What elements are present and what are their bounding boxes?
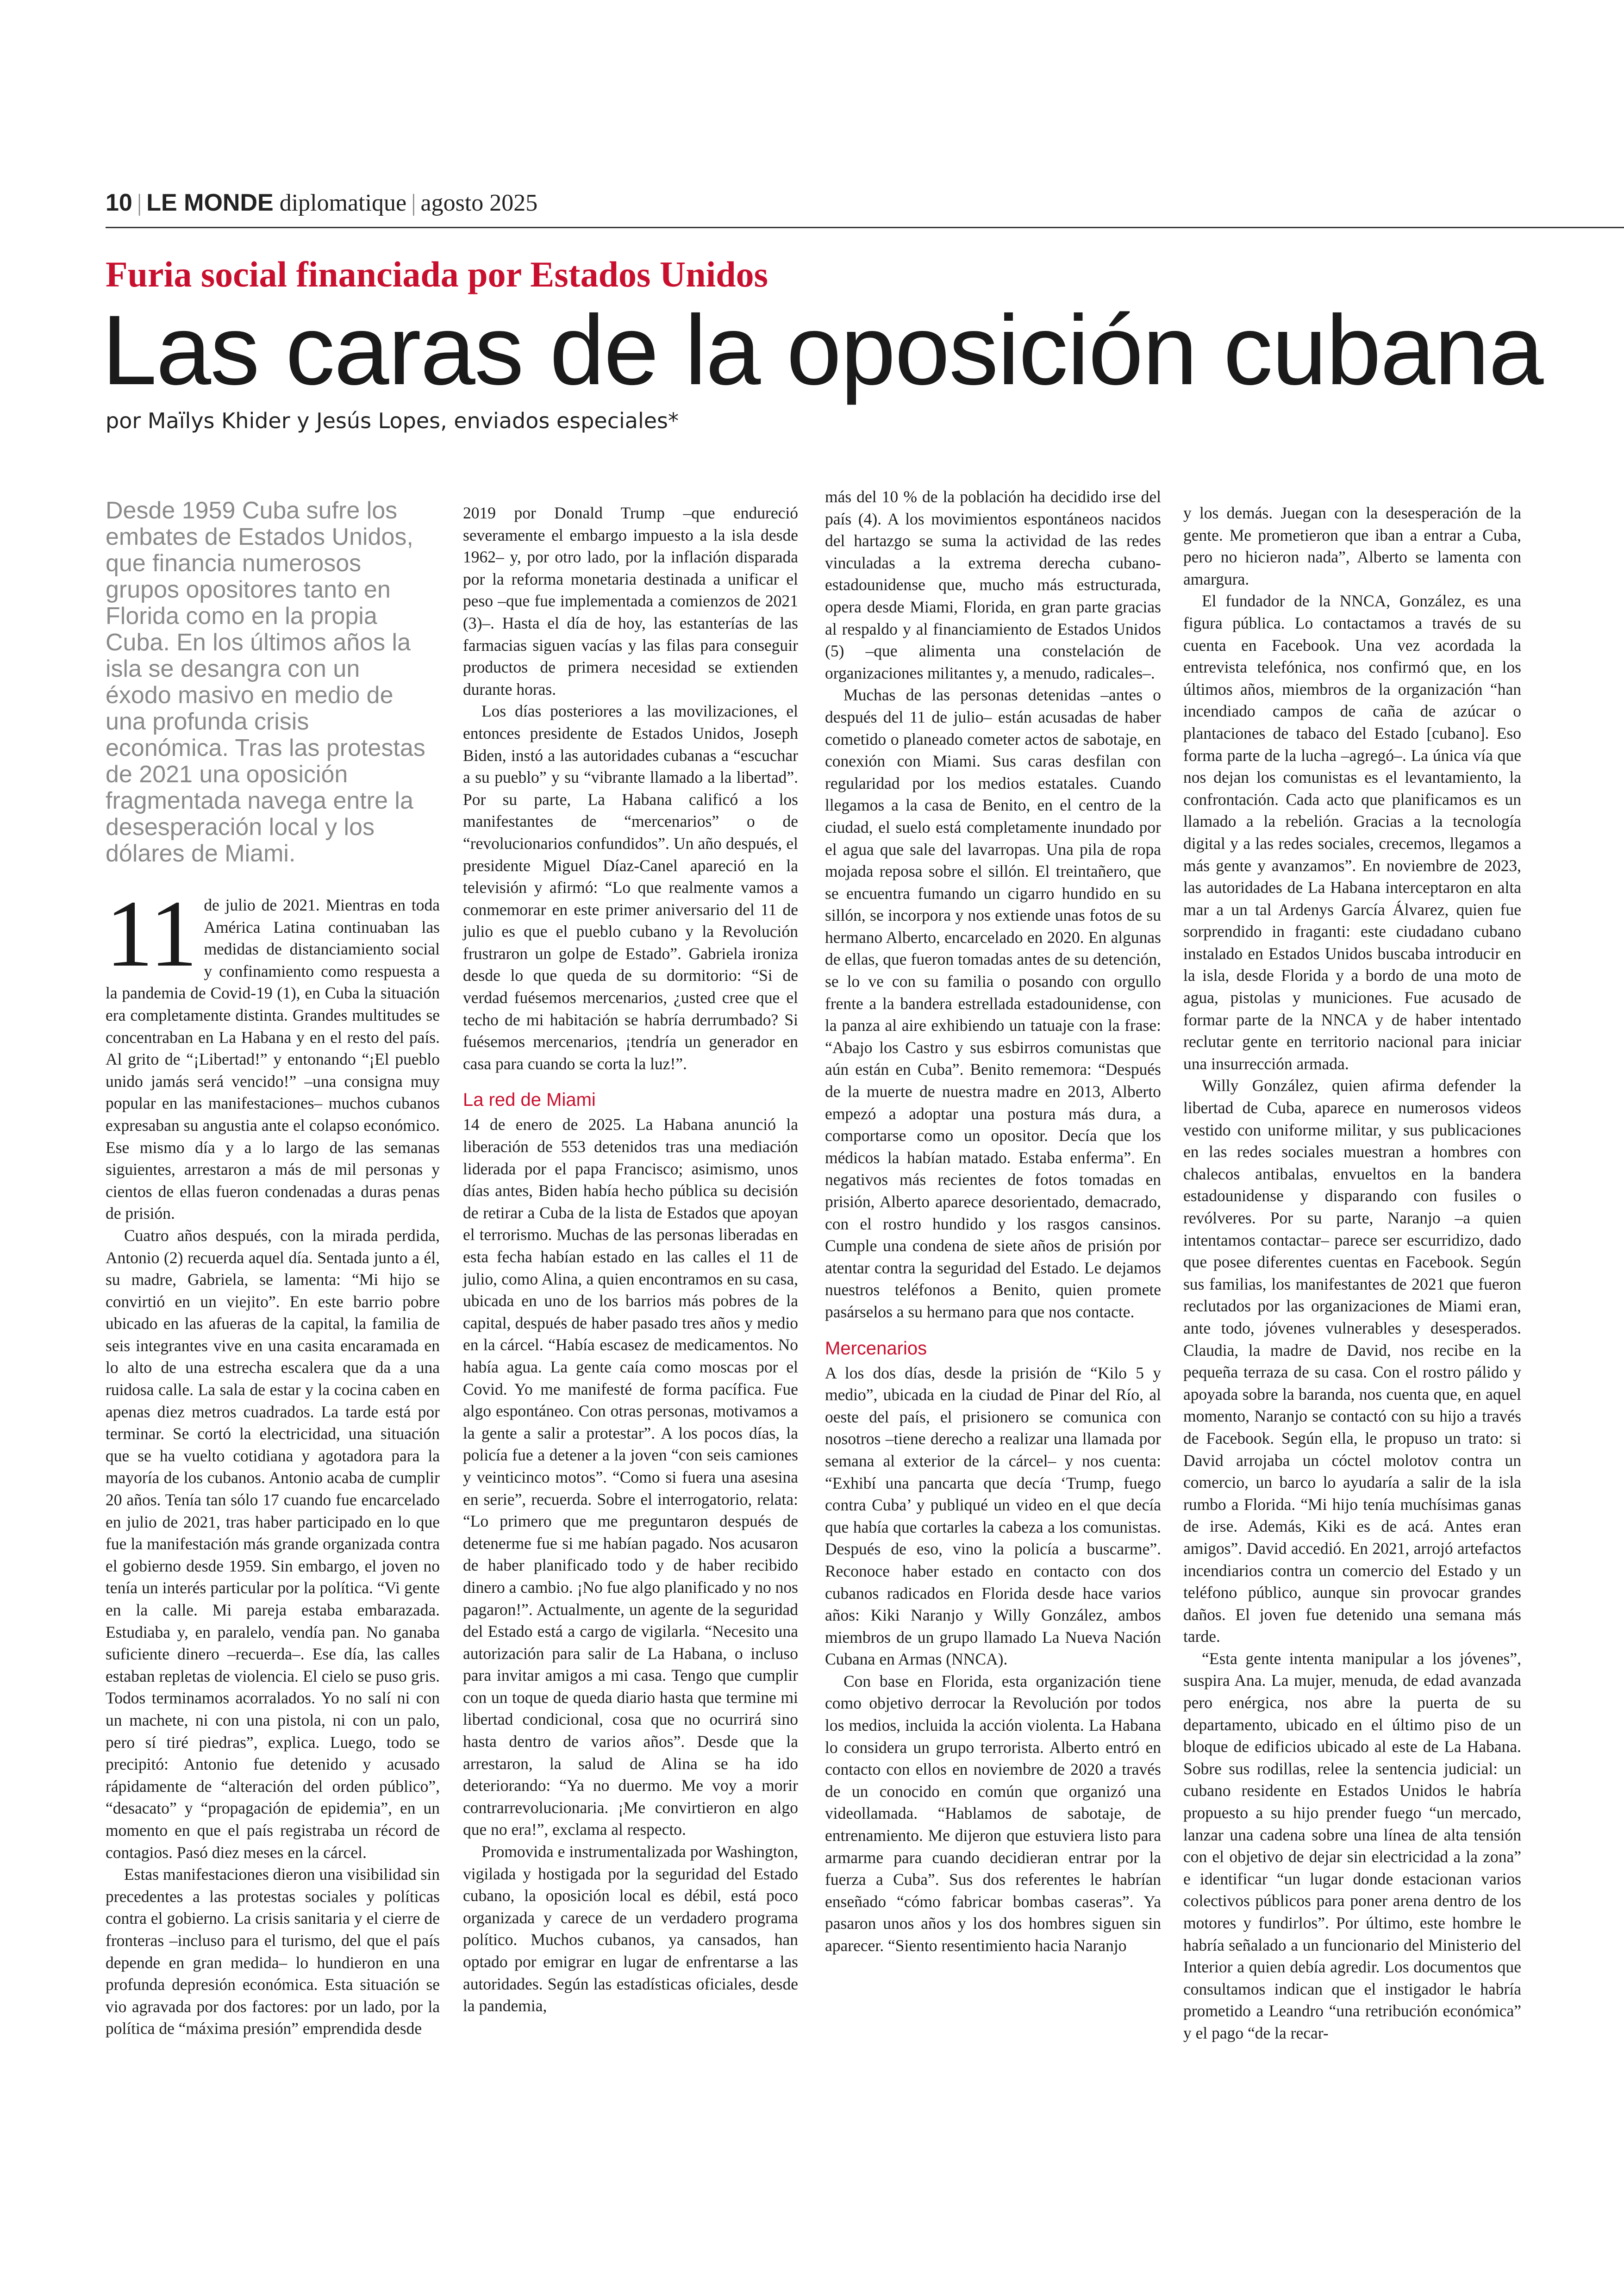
body-paragraph: Muchas de las personas detenidas –antes o después del 11 de julio– están acusadas de haber cometido o planeado cometer actos de sabotaje, en conexión con Miami. Sus caras desfilan con regularidad por los medios estatales. Cuando llegamos a la casa de Benito, en el centro de la ciudad, el suelo está completamente inundado por el agua que sale del lavarropas. Una pila de ropa mojada reposa sobre el sillón. El treintañero, que se encuentra fumando un cigarro hundido en su sillón, se incorpora y nos extiende unas fotos de su hermano Alberto, encarcelado en 2020. En algunas de ellas, que fueron tomadas antes de su detención, se lo ve con su familia o posando con orgullo frente a la bandera estrellada estadounidense, con la panza al aire exhibiendo un tatuaje con la frase: “Abajo los Castro y sus esbirros comunistas que aún están en Cuba”. Benito rememora: “Después de la muerte de nuestra madre en 2013, Alberto empezó a adoptar una postura más dura, a comportarse como un opositor. Decía que los médicos la habían matado. Estaba enferma”. En negativos más recientes de fotos tomadas en prisión, Alberto aparece desorientado, demacrado, con el rostro hundido y los rasgos cansinos. Cumple una condena de siete años de prisión por atentar contra la seguridad del Estado. Le dejamos nuestros teléfonos a Benito, quien promete pasárselos a su hermano para que nos contacte.	[825, 686, 1161, 1321]
folio-separator: |	[137, 190, 142, 216]
body-paragraph: más del 10 % de la población ha decidido irse del país (4). A los movimientos espontáneos nacidos del hartazgo se suma la actividad de las redes vinculadas a la extrema derecha cubano-estadounidense que, mucho más estructurada, opera desde Miami, Florida, en gran parte gracias al respaldo y al financiamiento de Estados Unidos (5) –que alimenta una constelación de organizaciones militantes y, a menudo, radicales–.	[825, 487, 1161, 682]
folio-separator: |	[411, 190, 416, 216]
publication-section: diplomatique	[279, 190, 407, 216]
standfirst: Desde 1959 Cuba sufre los embates de Estados Unidos, que financia numerosos grupos opositores tanto en Florida como en la propia Cuba. En los últimos años la isla se desangra con un éxodo masivo en medio de una profunda crisis económica. Tras las protestas de 2021 una oposición fragmentada navega entre la desesperación local y los dólares de Miami.	[106, 497, 425, 867]
body-paragraph: y los demás. Juegan con la desesperación de la gente. Me prometieron que iban a entrar a Cuba, pero no hicieron nada”, Alberto se lamenta con amargura.	[1183, 504, 1521, 588]
body-paragraph: Los días posteriores a las movilizaciones, el entonces presidente de Estados Unidos, Joseph Biden, instó a las autoridades cubanas a “escuchar a su pueblo” y su “vibrante llamado a la libertad”. Por su parte, La Habana calificó a los manifestantes de “mercenarios” o de “revolucionarios confundidos”. Un año después, el presidente Miguel Díaz-Canel apareció en la televisión y afirmó: “Lo que realmente vamos a conmemorar en este primer aniversario del 11 de julio es que el pueblo cubano y la Revolución frustraron un golpe de Estado”. Gabriela ironiza desde lo que queda de su dormitorio: “Si de verdad fuésemos mercenarios, ¿usted cree que el techo de mi habitación se habría derrumbado? Si fuésemos mercenarios, ¡tendría un generador en casa para cuando se corta la luz!”.	[463, 702, 798, 1073]
headline: Las caras de la oposición cubana	[102, 295, 1543, 405]
article-column-2	[463, 502, 798, 2017]
body-paragraph: 2019 por Donald Trump –que endureció severamente el embargo impuesto a la isla desde 1962– y, por otro lado, por la inflación disparada por la reforma monetaria destinada a unificar el peso –que fue implementada a comienzos de 2021 (3)–. Hasta el día de hoy, las estanterías de las farmacias siguen vacías y las filas para conseguir productos de primera necesidad se extienden durante horas.	[463, 504, 798, 698]
folio	[106, 189, 537, 217]
body-paragraph: A los dos días, desde la prisión de “Kilo 5 y medio”, ubicada en la ciudad de Pinar del Río, al oeste del país, el prisionero se comunica con nosotros –tiene derecho a realizar una llamada por semana al exterior de la cárcel– y nos cuenta: “Exhibí una pancarta que decía ‘Trump, fuego contra Cuba’ y publiqué un video en el que decía que había que cortarles la cabeza a los comunistas. Después de eso, vino la policía a buscarme”. Reconoce haber estado en contacto con dos cubanos radicados en Florida desde hace varios años: Kiki Naranjo y Willy González, ambos miembros de un grupo llamado La Nueva Nación Cubana en Armas (NNCA).	[825, 1363, 1161, 1669]
article-column-4	[1183, 502, 1521, 2045]
publication-brand: LE MONDE	[146, 189, 274, 216]
body-paragraph: Con base en Florida, esta organización tiene como objetivo derrocar la Revolución por todos los medios, incluida la acción violenta. La Habana lo considera un grupo terrorista. Alberto entró en contacto con ellos en noviembre de 2020 a través de un conocido en común que organizó una videollamada. “Hablamos de sabotaje, de entrenamiento. Me dijeron que estuviera listo para armarme para cuando decidieran entrar por la fuerza a Cuba”. Sus dos referentes le habrían enseñado “cómo fabricar bombas caseras”. Ya pasaron unos años y los dos hombres siguen sin aparecer. “Siento resentimiento hacia Naranjo	[825, 1671, 1161, 1955]
article-column-1	[106, 880, 440, 2040]
issue-date: agosto 2025	[420, 190, 538, 216]
drop-cap: 11	[106, 880, 198, 986]
article-column-3	[825, 486, 1161, 1957]
body-paragraph: “Esta gente intenta manipular a los jóvenes”, suspira Ana. La mujer, menuda, de edad avanzada pero enérgica, nos abre la puerta de su departamento, ubicado en el último piso de un bloque de edificios ubicado al este de La Habana. Sobre sus rodillas, relee la sentencia judicial: un cubano residente en Estados Unidos le habría propuesto a su hijo prender fuego “un mercado, lanzar una cadena sobre una línea de alta tensión con el objetivo de dejar sin electricidad a la zona” e identificar “un lugar donde estacionan varios colectivos públicos para poner arena dentro de los motores y fundirlos”. Por último, este hombre le habría señalado a un funcionario del Ministerio del Interior a quien debía agredir. Los documentos que consultamos indican que el instigador le habría prometido a Leandro “una retribución económica” y el pago “de la recar-	[1183, 1649, 1521, 2042]
page-number: 10	[106, 189, 132, 216]
body-paragraph: Estas manifestaciones dieron una visibilidad sin precedentes a las protestas sociales y políticas contra el gobierno. La crisis sanitaria y el cierre de fronteras –incluso para el turismo, del que el país depende en gran medida– lo hundieron en una profunda depresión económica. Esta situación se vio agravada por dos factores: por un lado, por la política de “máxima presión” emprendida desde	[106, 1865, 440, 2038]
section-subhead: La red de Miami	[463, 1090, 596, 1110]
kicker: Furia social financiada por Estados Unidos	[106, 254, 768, 294]
folio-rule	[106, 227, 1624, 228]
body-paragraph: Cuatro años después, con la mirada perdida, Antonio (2) recuerda aquel día. Sentada junto a él, su madre, Gabriela, se lamenta: “Mi hijo se convirtió en un viejito”. En este barrio pobre ubicado en las afueras de la capital, la familia de seis integrantes vive en una casita encaramada en lo alto de una estrecha escalera que da a una ruidosa calle. La sala de estar y la cocina caben en apenas diez metros cuadrados. La tarde está por terminar. Se cortó la electricidad, una situación que se ha vuelto cotidiana y agotadora para la mayoría de los cubanos. Antonio acaba de cumplir 20 años. Tenía tan sólo 17 cuando fue encarcelado en julio de 2021, tras haber participado en lo que fue la manifestación más grande organizada contra el gobierno desde 1959. Sin embargo, el joven no tenía un interés particular por la política. “Vi gente en la calle. Mi pareja estaba embarazada. Estudiaba y, en paralelo, vendía pan. No ganaba suficiente dinero –recuerda–. Ese día, las calles estaban repletas de violencia. El cielo se puso gris. Todos terminamos acorralados. Yo no salí ni con un machete, ni con una pistola, ni con un palo, pero sí tiré piedras”, explica. Luego, todo se precipitó: Antonio fue detenido y acusado rápidamente de “alteración del orden público”, “desacato” y “propagación de epidemia”, en un momento en que el país registraba un récord de contagios. Pasó diez meses en la cárcel.	[106, 1226, 440, 1862]
body-paragraph: de julio de 2021. Mientras en toda América Latina continuaban las medidas de distanciamiento social y confinamiento como respuesta a la pandemia de Covid-19 (1), en Cuba la situación era completamente distinta. Grandes multitudes se concentraban en La Habana y en el resto del país. Al grito de “¡Libertad!” y entonando “¡El pueblo unido jamás será vencido!” –una consigna muy popular en las manifestaciones– muchos cubanos expresaban su angustia ante el colapso económico. Ese mismo día y a lo largo de las semanas siguientes, arrestaron a más de mil personas y cientos de ellas fueron condenadas a duras penas de prisión.	[106, 896, 440, 1223]
body-paragraph: 14 de enero de 2025. La Habana anunció la liberación de 553 detenidos tras una mediación liderada por el papa Francisco; asimismo, unos días antes, Biden había hecho pública su decisión de retirar a Cuba de la lista de Estados que apoyan el terrorismo. Muchas de las personas liberadas en esta fecha habían estado en las calles el 11 de julio, como Alina, a quien encontramos en su casa, ubicada en uno de los barrios más pobres de la capital, después de haber pasado tres años y medio en la cárcel. “Había escasez de medicamentos. No había agua. La gente caía como moscas por el Covid. Yo me manifesté de forma pacífica. Fue algo espontáneo. Con otras personas, motivamos a la gente a salir a protestar”. A los pocos días, la policía fue a detener a la joven “con seis camiones y veinticinco motos”. “Como si fuera una asesina en serie”, recuerda. Sobre el interrogatorio, relata: “Lo primero que me preguntaron después de detenerme fue si me habían pagado. Nos acusaron de haber planificado todo y de haber recibido dinero a cambio. ¡No fue algo planificado y no nos pagaron!”. Actualmente, un agente de la seguridad del Estado está a cargo de vigilarla. “Necesito una autorización para salir de La Habana, o incluso para invitar amigos a mi casa. Tengo que cumplir con un toque de queda diario hasta que termine mi libertad condicional, cosa que no ocurrirá sino hasta dentro de varios años”. Desde que la arrestaron, la salud de Alina se ha ido deteriorando: “Ya no duermo. Me voy a morir contrarrevolucionaria. ¡Me convirtieron en algo que no era!”, exclama al respecto.	[463, 1115, 798, 1839]
byline: por Maïlys Khider y Jesús Lopes, enviados especiales*	[106, 408, 679, 433]
body-paragraph: Promovida e instrumentalizada por Washington, vigilada y hostigada por la seguridad del Estado cubano, la oposición local es débil, está poco organizada y carece de un verdadero programa político. Muchos cubanos, ya cansados, han optado por emigrar en lugar de enfrentarse a las autoridades. Según las estadísticas oficiales, desde la pandemia,	[463, 1842, 798, 2015]
body-paragraph: El fundador de la NNCA, González, es una figura pública. Lo contactamos a través de su cuenta en Facebook. Una vez acordada la entrevista telefónica, nos confirmó que, en los últimos años, miembros de la organización “han incendiado campos de caña de azúcar o plantaciones de tabaco del Estado [cubano]. Eso forma parte de la lucha –agregó–. La única vía que nos dejan los comunistas es el levantamiento, la confrontación. Cada acto que planificamos es un llamado a la rebelión. Gracias a la tecnología digital y a las redes sociales, crecemos, llegamos a más gente y avanzamos”. En noviembre de 2023, las autoridades de La Habana interceptaron en alta mar a un tal Ardenys García Álvarez, quien fue sorprendido in fraganti: este ciudadano cubano instalado en Estados Unidos buscaba introducir en la isla, desde Florida y a bordo de una moto de agua, pistolas y municiones. Fue acusado de formar parte de la NNCA y de haber intentado reclutar gente en territorio nacional para iniciar una insurrección armada.	[1183, 592, 1521, 1073]
section-subhead: Mercenarios	[825, 1338, 927, 1359]
body-paragraph: Willy González, quien afirma defender la libertad de Cuba, aparece en numerosos videos vestido con uniforme militar, y sus publicaciones en las redes sociales muestran a hombres con chalecos antibalas, envueltos en la bandera estadounidense y disparando con fusiles o revólveres. Por su parte, Naranjo –a quien intentamos contactar– parece ser escurridizo, dado que posee diferentes cuentas en Facebook. Según sus familias, los manifestantes de 2021 que fueron reclutados por las organizaciones de Miami eran, ante todo, jóvenes vulnerables y desesperados. Claudia, la madre de David, nos recibe en la pequeña terraza de su casa. Con el rostro pálido y apoyada sobre la baranda, nos cuenta que, en aquel momento, Naranjo se contactó con su hijo a través de Facebook. Según ella, le propuso un trato: si David arrojaba un cóctel molotov contra un comercio, un barco lo ayudaría a salir de la isla rumbo a Florida. “Mi hijo tenía muchísimas ganas de irse. Además, Kiki es de acá. Antes eran amigos”. David accedió. En 2021, arrojó artefactos incendiarios contra un comercio del Estado y un teléfono público, aunque sin provocar grandes daños. El joven fue detenido una semana más tarde.	[1183, 1076, 1521, 1646]
